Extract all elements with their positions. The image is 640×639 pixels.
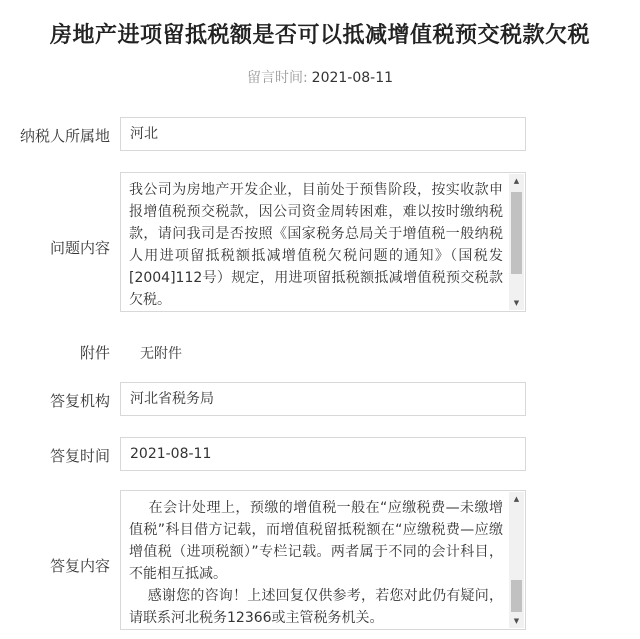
reply-content-textarea[interactable] xyxy=(120,490,526,630)
scroll-down-icon[interactable]: ▼ xyxy=(513,617,520,625)
scroll-down-icon[interactable]: ▼ xyxy=(513,299,520,307)
scroll-up-icon[interactable]: ▲ xyxy=(513,495,520,503)
reply-org-field[interactable] xyxy=(120,382,526,416)
question-text: 我公司为房地产开发企业，目前处于预售阶段，按实收款申报增值税预交税款，因公司资金周转困难，难以按时缴纳税款，请问我司是否按照《国家税务总局关于增值税一般纳税人用进项留抵税额抵减增值税欠税问题的通知》（国税发[2004]112号）规定，用进项留抵税额抵减增值税预交税款欠税。 xyxy=(129,182,503,308)
attachment-label: 附件 xyxy=(79,344,110,362)
reply-content-text: 在会计处理上，预缴的增值税一般在“应缴税费—未缴增值税”科目借方记载，而增值税留抵税额在“应缴税费—应缴增值税（进项税额）”专栏记载。两者属于不同的会计科目，不能相互抵减。 感谢您的咨询！上述回复仅供参考，若您对此仍有疑问，请联系河北税务12366或主管税务机关。 xyxy=(129,500,503,626)
reply-org-value: 河北省税务局 xyxy=(130,391,214,407)
message-time-label: 留言时间: xyxy=(246,70,308,86)
reply-content-scrollbar[interactable] xyxy=(509,492,524,628)
page-title: 房地产进项留抵税额是否可以抵减增值税预交税款欠税 xyxy=(49,23,590,48)
location-label: 纳税人所属地 xyxy=(19,127,110,145)
scroll-up-icon[interactable]: ▲ xyxy=(513,177,520,185)
reply-content-scroll-thumb[interactable] xyxy=(511,580,522,612)
question-textarea[interactable] xyxy=(120,172,526,312)
question-scroll-thumb[interactable] xyxy=(511,192,522,274)
message-time-row xyxy=(0,67,640,87)
reply-time-label: 答复时间 xyxy=(49,447,110,465)
reply-time-field[interactable] xyxy=(120,437,526,471)
reply-time-value: 2021-08-11 xyxy=(130,446,212,462)
message-time-value: 2021-08-11 xyxy=(311,70,394,86)
location-field[interactable] xyxy=(120,117,526,151)
question-label: 问题内容 xyxy=(49,239,110,257)
reply-org-label: 答复机构 xyxy=(49,392,110,410)
reply-content-label: 答复内容 xyxy=(49,557,110,575)
location-value: 河北 xyxy=(130,126,158,142)
question-scrollbar[interactable] xyxy=(509,174,524,310)
attachment-value: 无附件 xyxy=(140,346,182,362)
